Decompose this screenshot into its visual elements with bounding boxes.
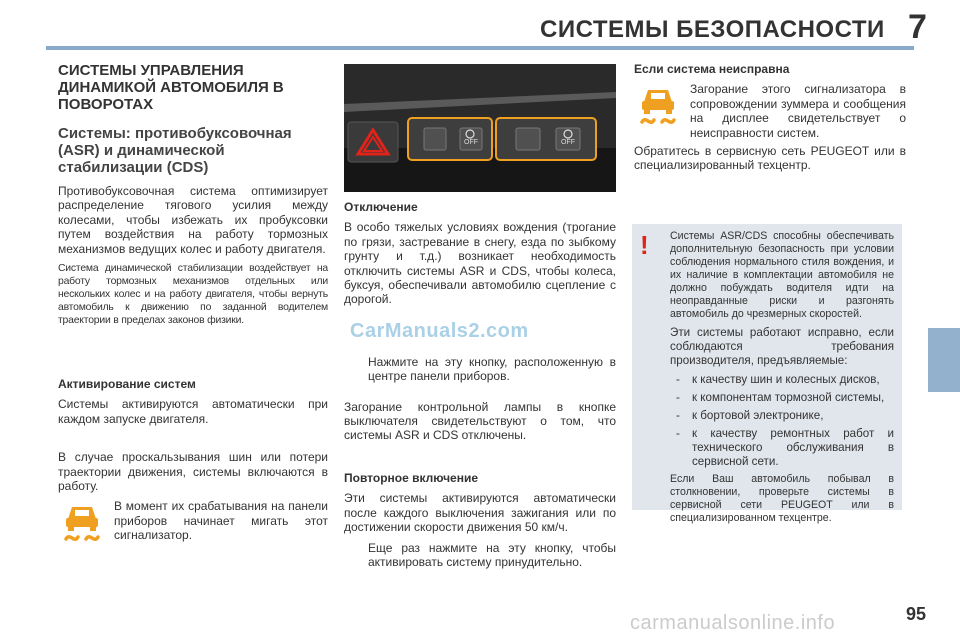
- column-middle: [344, 200, 616, 575]
- footer-watermark: carmanualsonline.info: [630, 612, 836, 634]
- bullet-marker: [344, 541, 368, 570]
- exclamation-icon: !: [640, 230, 649, 260]
- warning-para-2: Эти системы работают исправно, если соблюдаются требования производителя, предъявляемые:: [670, 326, 894, 367]
- fault-contact: Обратитесь в сервисную сеть PEUGEOT или в специализированный техцентр.: [634, 144, 906, 173]
- fault-heading: Если система неисправна: [634, 62, 790, 76]
- column-left: [58, 62, 328, 545]
- reactivation-text: Эти системы активируются автоматически после каждого выключения зажигания или по достижении скорости движения 50 км/ч.: [344, 491, 616, 535]
- page-number: 95: [906, 604, 927, 624]
- fault-indicator-text: Загорание этого сигнализатора в сопровождении зуммера и сообщения на дисплее свидетельствует о неисправности систем.: [690, 82, 906, 140]
- off-label-2: OFF: [561, 139, 575, 146]
- slip-text: В случае проскальзывания шин или потери траектории движения, системы включаются в работу.: [58, 450, 328, 494]
- indicator-note: [58, 499, 328, 545]
- activation-heading: Активирование систем: [58, 377, 196, 392]
- requirements-list: [670, 373, 894, 469]
- watermark: CarManuals2.com: [350, 320, 529, 342]
- list-item: - к качеству шин и колесных дисков,: [676, 373, 880, 386]
- header-divider: [46, 46, 914, 50]
- section-subtitle: Системы: противобуксовочная (ASR) и динамической стабилизации (CDS): [58, 125, 292, 176]
- lamp-text: Загорание контрольной лампы в кнопке выключателя свидетельствуют о том, что системы ASR и CDS отключены.: [344, 399, 616, 443]
- chapter-number: 7: [908, 8, 927, 46]
- column-right: [634, 62, 906, 179]
- warning-para-3: Если Ваш автомобиль побывал в столкновении, проверьте системы в сервисной сети PEUGEOT или в специализированном техцентре.: [670, 473, 894, 524]
- reactivation-heading: Повторное включение: [344, 470, 479, 485]
- deactivation-text: В особо тяжелых условиях вождения (трогание по грязи, застревание в снегу, езда по зыбкому грунту и т.д.) возникает необходимость отключить системы ASR и CDS, чтобы колеса, буксуя, обеспечивали автомобилю сцепление с дорогой.: [344, 220, 616, 307]
- bullet-marker: [344, 355, 368, 384]
- dashboard-buttons-photo: [344, 64, 616, 192]
- reactivation-step-text: Еще раз нажмите на эту кнопку, чтобы активировать систему принудительно.: [368, 540, 616, 569]
- chapter-tab: [928, 328, 960, 392]
- activation-text: Системы активируются автоматически при каждом запуске двигателя.: [58, 397, 328, 426]
- list-item: - к бортовой электронике,: [676, 409, 824, 422]
- deactivation-heading: Отключение: [344, 200, 418, 214]
- reactivation-step: [344, 541, 616, 570]
- asr-description: Противобуксовочная система оптимизирует распределение тягового усилия между колесами, чтобы избежать их пробуксовки путем воздействия на работу тормозных механизмов ведущих колес и работу двигателя.: [58, 184, 328, 256]
- skid-car-icon: [634, 82, 682, 128]
- chapter-title: СИСТЕМЫ БЕЗОПАСНОСТИ: [540, 16, 885, 43]
- section-title: СИСТЕМЫ УПРАВЛЕНИЯ ДИНАМИКОЙ АВТОМОБИЛЯ В ПОВОРОТАХ: [58, 62, 284, 113]
- deactivation-step: [344, 355, 616, 384]
- fault-note: [634, 82, 906, 140]
- skid-car-icon: [58, 499, 106, 545]
- warning-box: [632, 224, 902, 524]
- list-item: - к качеству ремонтных работ и технического обслуживания в сервисной сети.: [676, 427, 894, 468]
- indicator-text: В момент их срабатывания на панели приборов начинает мигать этот сигнализатор.: [114, 499, 328, 543]
- warning-para-1: Системы ASR/CDS способны обеспечивать дополнительную безопасность при условии соблюдения нормального стиля вождения, и их наличие в комплектации автомобиля не должно побуждать водителя идти на неоправданные риски и разгонять автомобиль до чрезмерных скоростей.: [670, 230, 894, 320]
- cds-description: Система динамической стабилизации воздействует на работу тормозных механизмов отдельных или нескольких колес и на работу двигателя, чтобы вернуть автомобиль к движению по заданной водителем траектории в пределах законов физики.: [58, 263, 328, 327]
- warning-content: [670, 230, 894, 530]
- off-label-1: OFF: [464, 139, 478, 146]
- deactivation-step-text: Нажмите на эту кнопку, расположенную в центре панели приборов.: [368, 354, 616, 384]
- list-item: - к компонентам тормозной системы,: [676, 391, 885, 404]
